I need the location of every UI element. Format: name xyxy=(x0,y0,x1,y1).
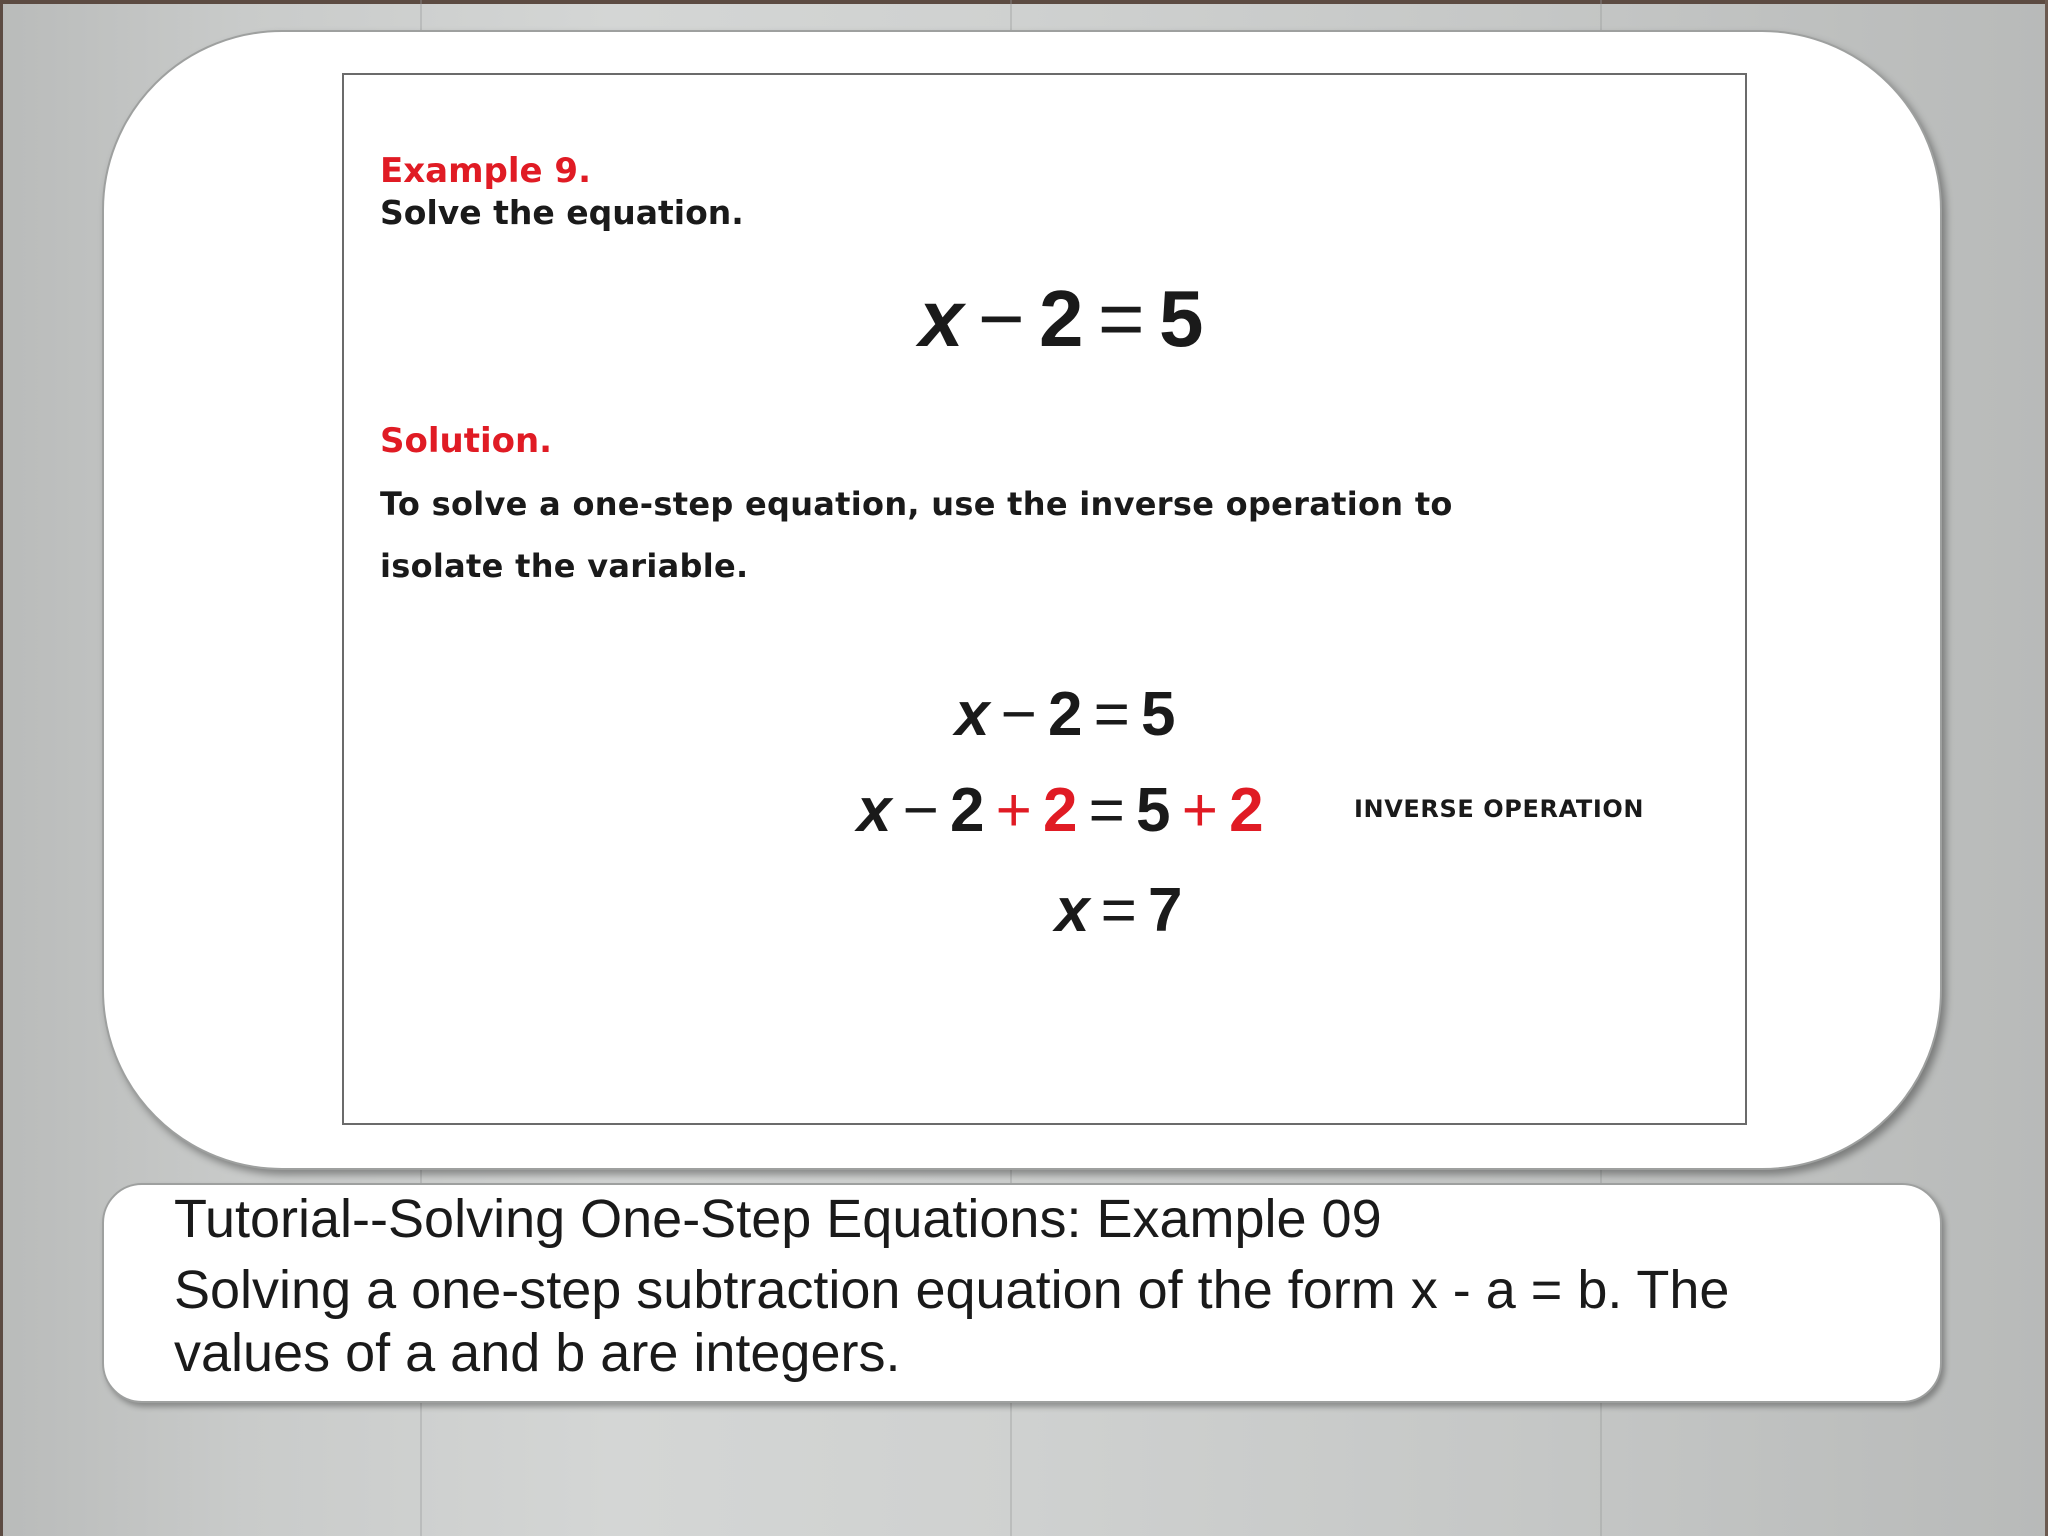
inverse-operation-label: INVERSE OPERATION xyxy=(1354,795,1645,823)
step-variable: x xyxy=(857,776,892,845)
equation-equals: = xyxy=(1097,274,1145,363)
caption-title: Tutorial--Solving One-Step Equations: Example 09 xyxy=(174,1189,1382,1249)
example-label: Example 9. xyxy=(380,151,591,191)
equation-rhs: 5 xyxy=(1159,274,1204,363)
main-equation xyxy=(919,273,1204,365)
step-minus: − xyxy=(1000,680,1037,749)
step-constant: 2 xyxy=(1048,680,1083,749)
step-result: 7 xyxy=(1148,876,1183,945)
caption-panel xyxy=(102,1183,1942,1403)
step-constant: 2 xyxy=(950,776,985,845)
step-equals: = xyxy=(1093,680,1130,749)
step-added-plus-right: + xyxy=(1181,776,1218,845)
solution-label: Solution. xyxy=(380,421,553,461)
explanation-line-1: To solve a one-step equation, use the inverse operation to xyxy=(380,485,1453,523)
step-added-value-left: 2 xyxy=(1043,776,1078,845)
step-variable: x xyxy=(1055,876,1090,945)
step-3-equation xyxy=(1055,875,1183,946)
step-1-equation xyxy=(955,679,1176,750)
step-rhs: 5 xyxy=(1141,680,1176,749)
instruction-text: Solve the equation. xyxy=(380,193,744,232)
background-top-edge xyxy=(0,0,2048,4)
step-equals: = xyxy=(1100,876,1137,945)
step-rhs: 5 xyxy=(1136,776,1171,845)
background-left-edge xyxy=(0,0,3,1536)
slide-content xyxy=(342,73,1747,1125)
equation-minus: − xyxy=(977,274,1025,363)
step-2-equation xyxy=(857,775,1264,846)
caption-description: Solving a one-step subtraction equation of the form x - a = b. The values of a and b are integers. xyxy=(174,1260,1730,1384)
explanation-line-2: isolate the variable. xyxy=(380,547,749,585)
equation-constant: 2 xyxy=(1039,274,1084,363)
step-added-value-right: 2 xyxy=(1229,776,1264,845)
equation-variable: x xyxy=(919,274,964,363)
step-added-plus-left: + xyxy=(995,776,1032,845)
step-variable: x xyxy=(955,680,990,749)
step-minus: − xyxy=(902,776,939,845)
step-equals: = xyxy=(1088,776,1125,845)
